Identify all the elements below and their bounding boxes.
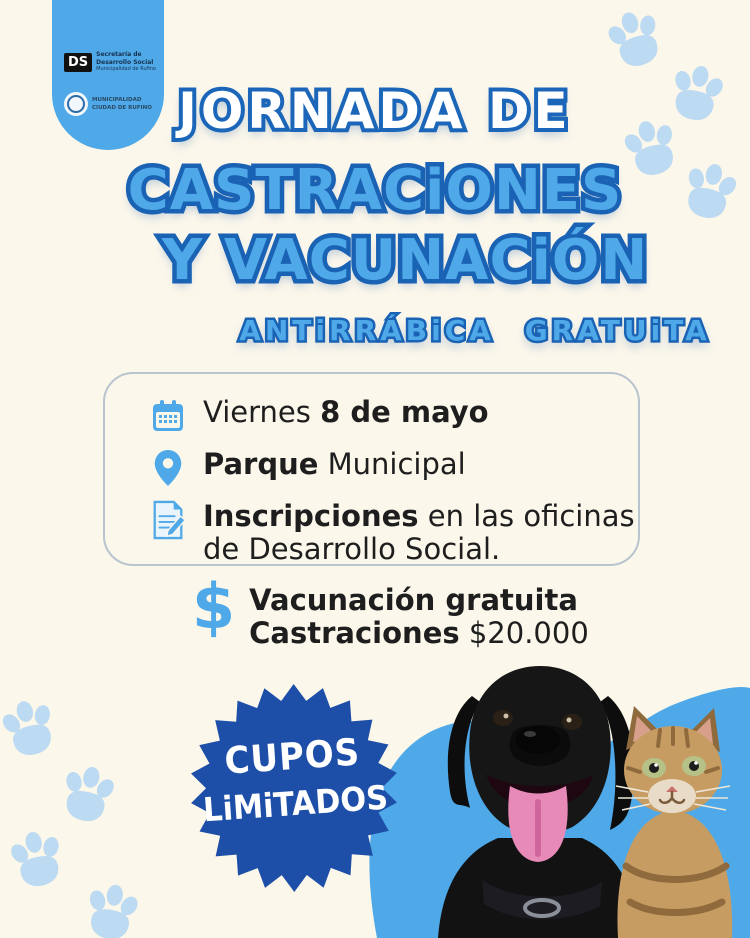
limited-spots-badge <box>188 682 400 894</box>
subtitle-text: ANTiRRÁBiCA GRATUiTA ANTiRRÁBiCA GRATUiTA <box>239 314 711 347</box>
paw-print-icon <box>0 691 65 762</box>
date-text: Viernes 8 de mayo <box>203 395 489 429</box>
dollar-icon: $ <box>192 570 236 643</box>
brand-tab <box>52 0 164 150</box>
org-name <box>96 52 156 73</box>
seal-line: CIUDAD DE RUFINO <box>92 104 152 111</box>
badge-line-1: CUPOS <box>223 730 362 783</box>
location-row <box>149 448 466 488</box>
org-line: Municipalidad de Rufino <box>96 66 156 73</box>
paw-print-icon <box>598 1 671 74</box>
seal-line: MUNICIPALIDAD <box>92 97 142 104</box>
tabby-cat-photo <box>600 698 750 938</box>
title-line-2 <box>0 158 750 223</box>
paw-print-icon <box>54 759 123 828</box>
title-text: CASTRACiONES CASTRACiONES <box>128 158 623 223</box>
pricing-block <box>192 570 589 651</box>
org-line: Secretaría de <box>96 51 142 58</box>
date-row <box>149 396 489 436</box>
title-line-3 <box>30 228 750 293</box>
registration-text: Inscripciones en las oficinas de Desarrollo Social. <box>203 499 635 567</box>
municipal-seal-icon <box>64 92 88 116</box>
price-line-2: Castraciones $20.000 <box>249 616 589 651</box>
registration-row <box>149 500 643 567</box>
municipal-seal <box>64 92 152 116</box>
badge-line-2: LiMiTADOS <box>201 777 390 830</box>
location-text: Parque Municipal <box>203 447 466 481</box>
subtitle-line <box>200 314 750 347</box>
price-line-1: Vacunación gratuita <box>249 583 578 617</box>
location-pin-icon <box>149 448 187 488</box>
municipality-name <box>92 97 152 110</box>
registration-note-icon <box>149 500 187 540</box>
event-details-card <box>103 372 640 566</box>
title-text: Y VACUNACiÓN Y VACUNACiÓN <box>162 228 648 293</box>
ds-logo <box>64 52 156 73</box>
org-line: Desarrollo Social <box>96 58 154 66</box>
calendar-icon <box>149 396 187 436</box>
paw-print-icon <box>3 824 72 893</box>
ds-logo-mark: DS <box>64 53 92 72</box>
title-text: JORNADA DE JORNADA DE <box>178 82 571 140</box>
paw-print-icon <box>78 877 145 938</box>
